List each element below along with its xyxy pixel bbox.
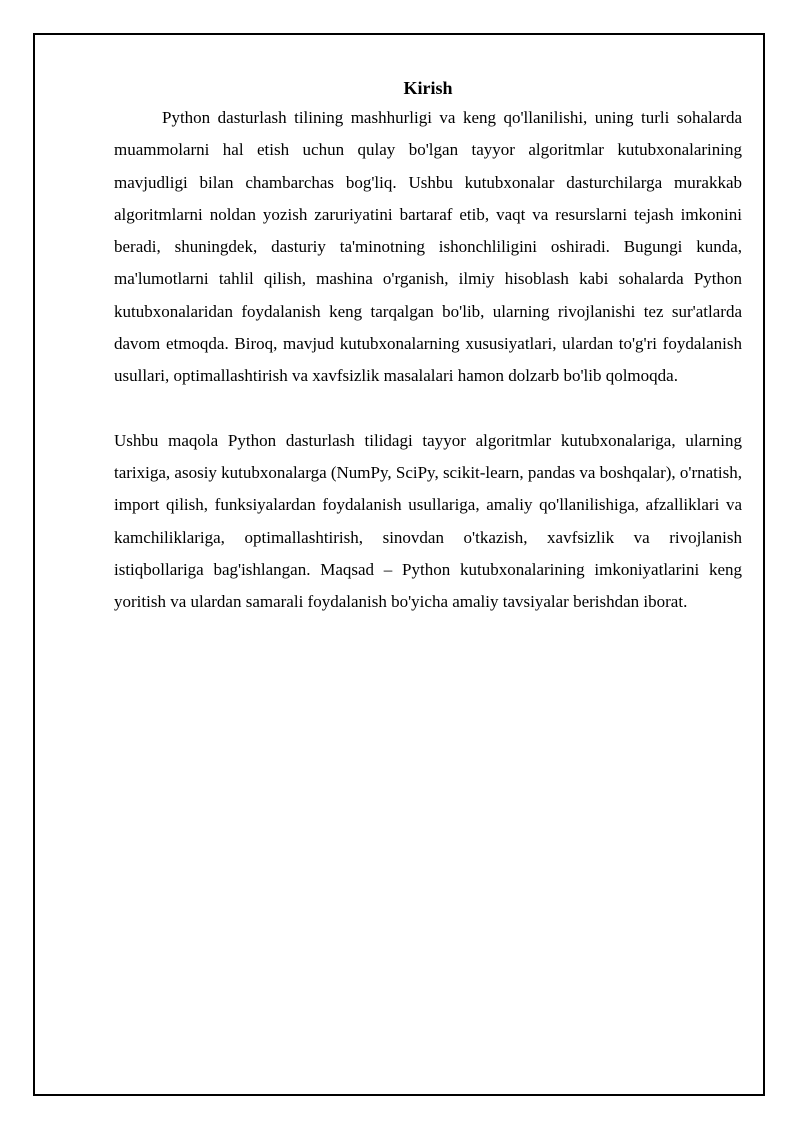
document-body (114, 74, 742, 618)
paragraph-intro: Python dasturlash tilining mashhurligi va keng qo'llanilishi, uning turli sohalarda muammolarni hal etish uchun qulay bo'lgan tayyor algoritmlar kutubxonalarining mavjudligi bilan chambarchas bog'liq. Ushbu kutubxonalar dasturchilarga murakkab algoritmlarni noldan yozish zaruriyatini bartaraf etib, vaqt va resurslarni tejash imkonini beradi, shuningdek, dasturiy ta'minotning ishonchliligini oshiradi. Bugungi kunda, ma'lumotlarni tahlil qilish, mashina o'rganish, ilmiy hisoblash kabi sohalarda Python kutubxonalaridan foydalanish keng tarqalgan bo'lib, ularning rivojlanishi tez sur'atlarda davom etmoqda. Biroq, mavjud kutubxonalarning xususiyatlari, ulardan to'g'ri foydalanish usullari, optimallashtirish va xavfsizlik masalalari hamon dolzarb bo'lib qolmoqda. (114, 108, 742, 386)
section-title: Kirish (403, 78, 453, 98)
paragraph-purpose: Ushbu maqola Python dasturlash tilidagi tayyor algoritmlar kutubxonalariga, ularning tarixiga, asosiy kutubxonalarga (NumPy, SciPy, scikit-learn, pandas va boshqalar), o'rnatish, import qilish, funksiyalardan foydalanish usullariga, amaliy qo'llanilishiga, afzalliklari va kamchiliklariga, optimallashtirish, sinovdan o'tkazish, xavfsizlik va rivojlanish istiqbollariga bag'ishlangan. Maqsad – Python kutubxonalarining imkoniyatlarini keng yoritish va ulardan samarali foydalanish bo'yicha amaliy tavsiyalar berishdan iborat. (114, 430, 742, 612)
